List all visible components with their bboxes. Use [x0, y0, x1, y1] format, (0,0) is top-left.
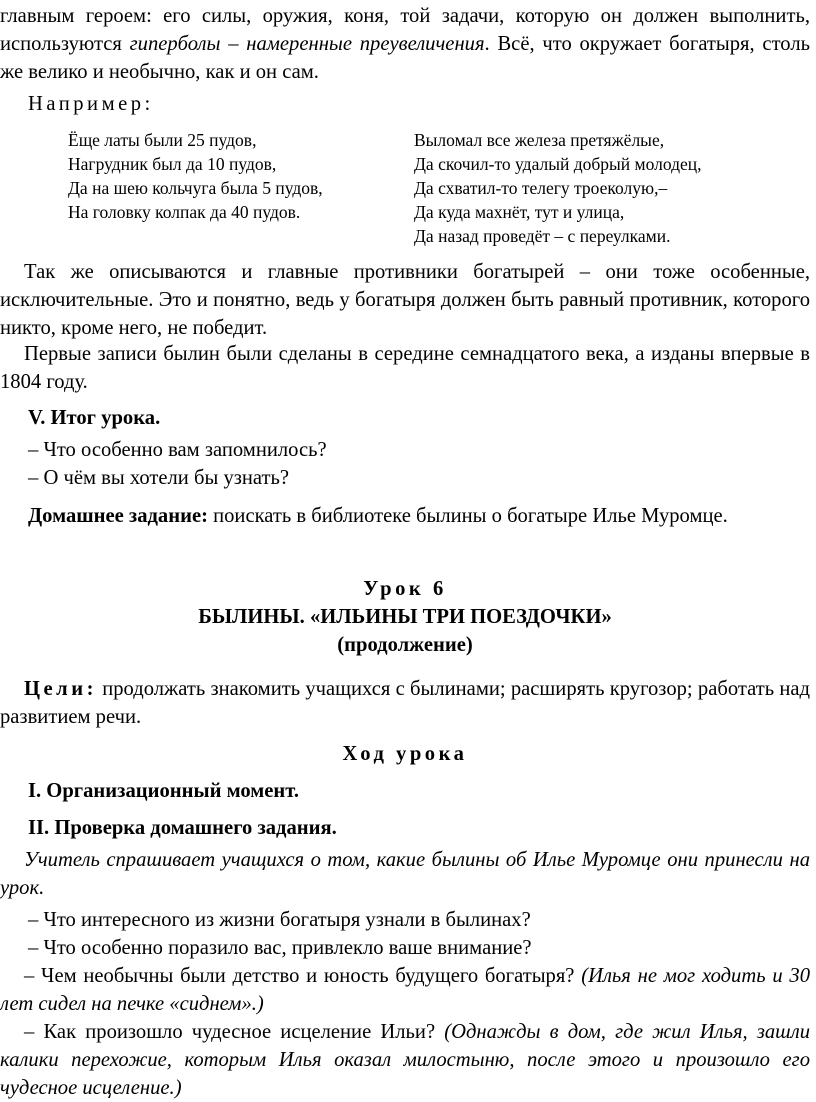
question-healing — [0, 1018, 810, 1102]
opponents-paragraph: Так же описываются и главные противники богатырей – они тоже особенные, исключительные. Это и понятно, ведь у богатыря должен быть равный противник, которого никто, кроме него, не победит. — [0, 261, 810, 339]
intro-italic-hyperbole: гиперболы – намеренные преувеличения — [129, 33, 485, 55]
teacher-note-text: Учитель спрашивает учащихся о том, какие былины об Илье Муромце они принесли на урок. — [0, 849, 810, 899]
intro-paragraph — [0, 2, 810, 86]
homework-line — [28, 501, 728, 530]
lesson-progress-heading: Ход урока — [342, 743, 468, 765]
question-childhood-text: – Чем необычны были детство и юность будущего богатыря? — [24, 965, 582, 987]
section-org-heading-text: I. Организационный момент. — [28, 780, 299, 802]
question-impressed: – Что особенно поразило вас, привлекло ваше внимание? — [28, 937, 532, 959]
question-want-to-know: – О чём вы хотели бы узнать? — [28, 467, 290, 489]
homework-label: Домашнее задание: — [28, 505, 208, 527]
goals-paragraph — [0, 675, 810, 731]
intro-text-a: главным героем: его силы, оружия, коня, той задачи, которую он должен выполнить, используются — [0, 5, 810, 55]
verse-line: Ёще латы были 25 пудов, — [68, 130, 257, 150]
lesson-title-block — [0, 575, 810, 659]
first-records-paragraph: Первые записи былин были сделаны в середине семнадцатого века, а изданы впервые в 1804 году. — [0, 343, 810, 393]
verse-line: Да назад проведёт – с переулками. — [414, 226, 671, 246]
goals-label: Цели: — [24, 678, 97, 700]
lesson-number: Урок 6 — [363, 578, 447, 600]
verse-left-column — [68, 128, 398, 224]
section-org-heading — [28, 777, 299, 805]
section-homework-check-heading-text: II. Проверка домашнего задания. — [28, 817, 337, 839]
section-summary-heading-text: V. Итог урока. — [28, 407, 161, 429]
intro-text-b: . Всё, что окружает богатыря, столь же велико и необычно, как и он сам. — [0, 33, 810, 83]
question-interesting: – Что интересного из жизни богатыря узнали в былинах? — [28, 909, 531, 931]
teacher-note — [0, 846, 810, 902]
question-remembered: – Что особенно вам запомнилось? — [28, 439, 327, 461]
verse-line: Да схватил-то телегу троеколую,– — [414, 178, 668, 198]
verse-right-column — [414, 128, 810, 248]
homework-text: поискать в библиотеке былины о богатыре Илье Муромце. — [207, 505, 728, 527]
verse-line: Нагрудник был да 10 пудов, — [68, 154, 277, 174]
verse-line: На головку колпак да 40 пудов. — [68, 202, 301, 222]
goals-text: продолжать знакомить учащихся с былинами; расширять кругозор; работать над развитием речи. — [0, 678, 810, 728]
verse-line: Да скочил-то удалый добрый молодец, — [414, 154, 702, 174]
question-healing-answer: (Однажды в дом, где жил Илья, зашли калики перехожие, которым Илья оказал милостыню, после этого и произошло его чудесное исцеление.) — [0, 1021, 810, 1099]
example-label: Например: — [28, 93, 154, 115]
section-homework-check-heading — [28, 814, 337, 842]
lesson-title: БЫЛИНЫ. «ИЛЬИНЫ ТРИ ПОЕЗДОЧКИ» — [198, 606, 612, 628]
question-childhood-answer: (Илья не мог ходить и 30 лет сидел на печке «сиднем».) — [0, 965, 811, 1015]
lesson-subtitle: (продолжение) — [337, 634, 473, 656]
verse-line: Да куда махнёт, тут и улица, — [414, 202, 625, 222]
verse-line: Да на шею кольчуга была 5 пудов, — [68, 178, 323, 198]
question-childhood — [0, 962, 810, 1018]
section-summary-heading — [28, 404, 160, 432]
question-healing-text: – Как произошло чудесное исцеление Ильи? — [24, 1021, 445, 1043]
verse-line: Выломал все железа претяжёлые, — [414, 130, 665, 150]
